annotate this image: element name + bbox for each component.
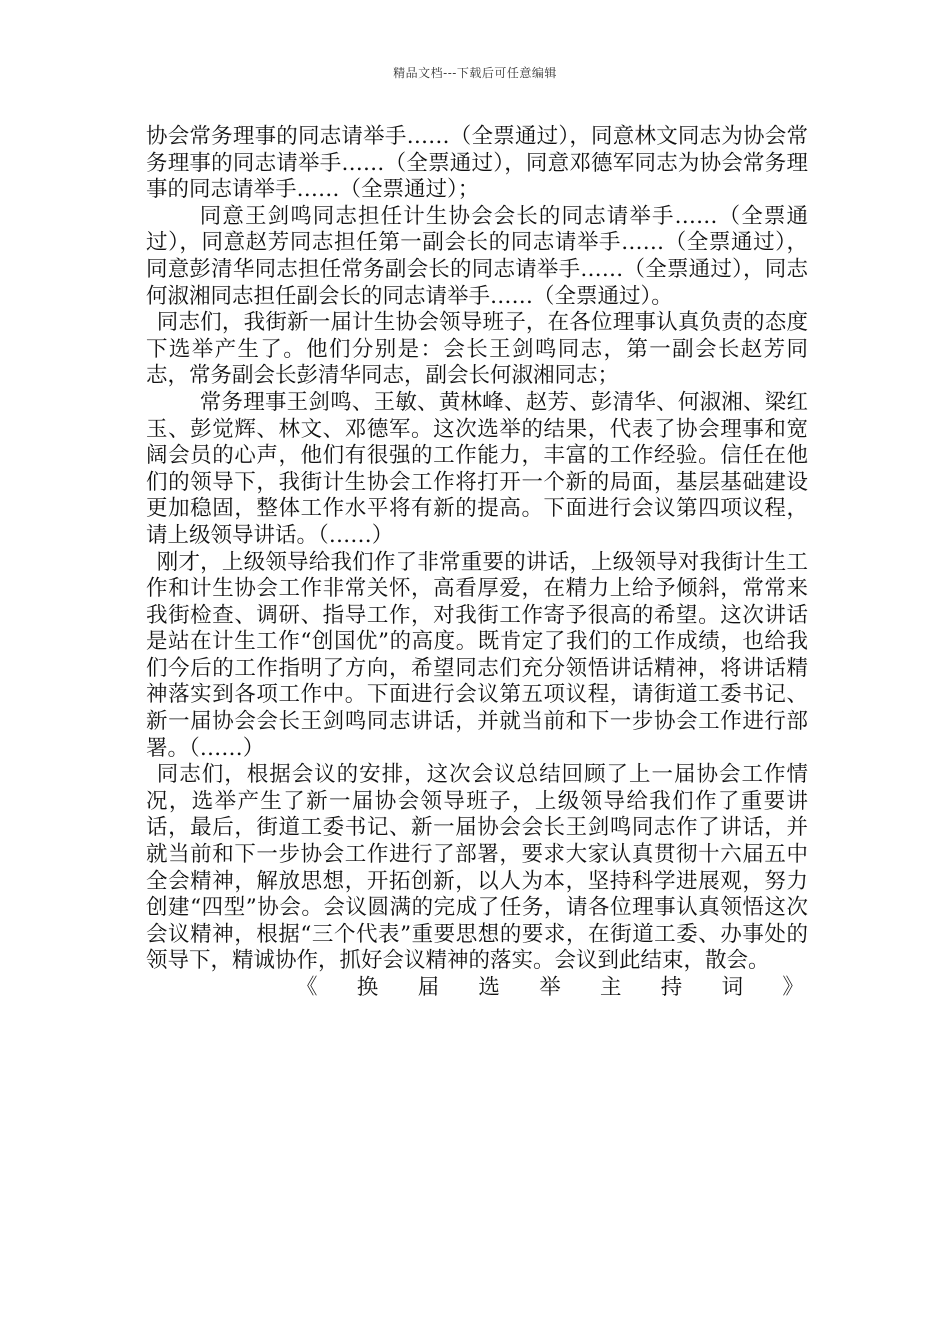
paragraph-6: 同志们，根据会议的安排，这次会议总结回顾了上一届协会工作情况，选举产生了新一届协会领导班子，上级领导给我们作了重要讲话，最后，街道工委书记、新一届协会会长王剑鸣同志作了讲话，并就当前和下一步协会工作进行了部署，要求大家认真贯彻十六届五中全会精神，解放思想，开拓创新，以人为本，坚持科学进展观，努力创建“四型”协会。会议圆满的完成了任务，请各位理事认真领悟这次会议精神，根据“三个代表”重要思想的要求，在街道工委、办事处的领导下，精诚协作，抓好会议精神的落实。会议到此结束，散会。	[146, 762, 808, 974]
title-char: 选	[478, 975, 500, 1000]
title-char: 换	[356, 975, 379, 1000]
title-char: 届	[417, 975, 440, 1000]
paragraph-4: 常务理事王剑鸣、王敏、黄林峰、赵芳、彭清华、何淑湘、梁红玉、彭觉辉、林文、邓德军。这次选举的结果，代表了协会理事和宽阔会员的心声，他们有很强的工作能力，丰富的工作经验。信任在他们的领导下，我街计生协会工作将打开一个新的局面，基层基础建设更加稳固，整体工作水平将有新的提高。下面进行会议第四项议程，请上级领导讲话。（……）	[146, 389, 808, 548]
title-char: 《	[296, 975, 318, 1000]
page-header: 精品文档---下载后可任意编辑	[393, 66, 557, 80]
paragraph-2: 同意王剑鸣同志担任计生协会会长的同志请举手……（全票通过），同意赵芳同志担任第一副会长的同志请举手……（全票通过），同意彭清华同志担任常务副会长的同志请举手……（全票通过），同志何淑湘同志担任副会长的同志请举手……（全票通过）。	[146, 203, 808, 309]
title-char: 举	[539, 975, 561, 1000]
title-char: 持	[660, 975, 683, 1000]
title-char: 》	[782, 975, 804, 1000]
title-char: 词	[721, 975, 744, 1000]
document-title	[146, 975, 808, 1002]
paragraph-1: 协会常务理事的同志请举手……（全票通过），同意林文同志为协会常务理事的同志请举手……（全票通过），同意邓德军同志为协会常务理事的同志请举手……（全票通过）；	[146, 124, 808, 203]
title-char: 主	[599, 975, 622, 1000]
paragraph-3: 同志们，我街新一届计生协会领导班子，在各位理事认真负责的态度下选举产生了。他们分别是：会长王剑鸣同志，第一副会长赵芳同志，常务副会长彭清华同志，副会长何淑湘同志；	[146, 310, 808, 389]
document-body	[146, 124, 808, 1002]
paragraph-5: 刚才，上级领导给我们作了非常重要的讲话，上级领导对我街计生工作和计生协会工作非常关怀，高看厚爱，在精力上给予倾斜，常常来我街检查、调研、指导工作，对我街工作寄予很高的希望。这次讲话是站在计生工作“创国优”的高度。既肯定了我们的工作成绩，也给我们今后的工作指明了方向，希望同志们充分领悟讲话精神，将讲话精神落实到各项工作中。下面进行会议第五项议程，请街道工委书记、新一届协会会长王剑鸣同志讲话，并就当前和下一步协会工作进行部署。（……）	[146, 549, 808, 761]
